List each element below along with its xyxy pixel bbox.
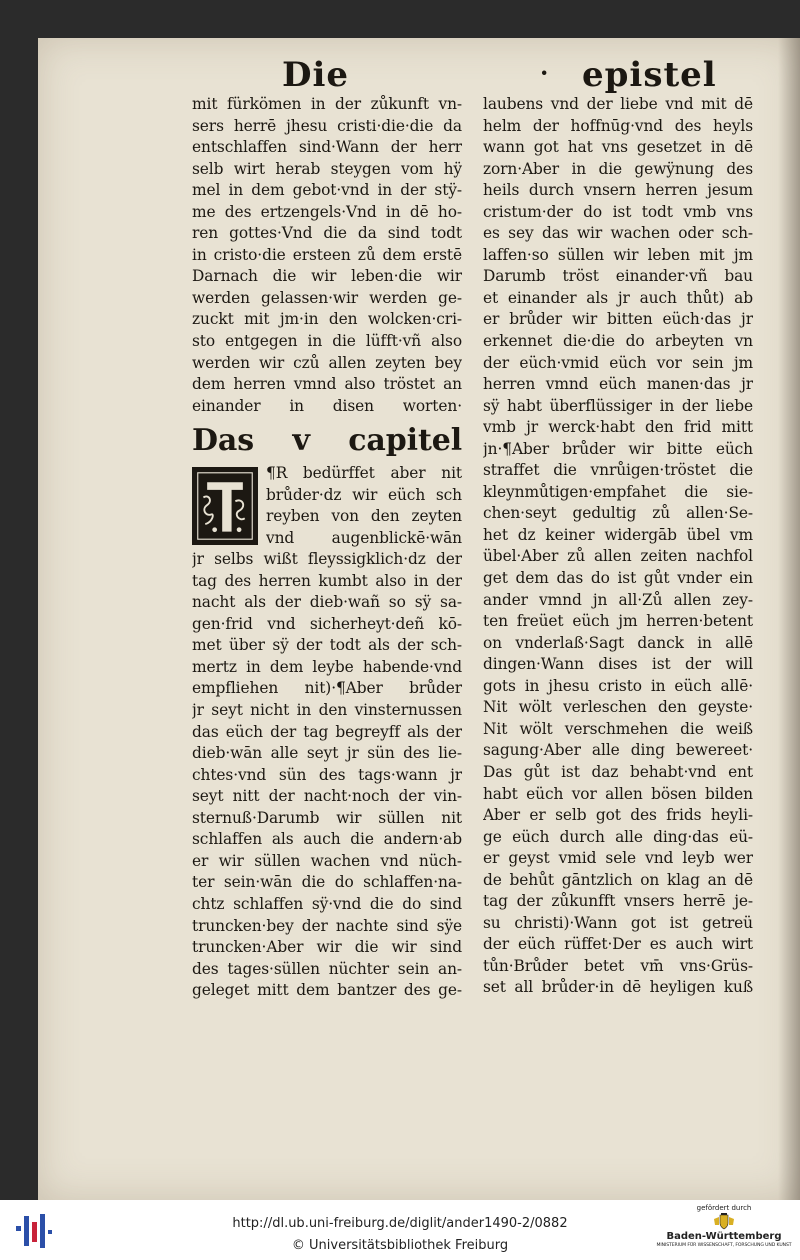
text-line: jn·¶Aber brůder wir bitte eüch	[483, 439, 753, 458]
initial-paragraph	[192, 463, 462, 549]
text-line: de behůt gāntzlich on klag an dē	[483, 870, 753, 889]
text-line: der eüch rüffet·Der es auch wirt	[483, 935, 753, 954]
text-line: ander vmnd jn all·Zů allen zey-	[483, 590, 753, 609]
text-line: er wir süllen wachen vnd nüch-	[192, 851, 462, 870]
text-line: on vnderlaß·Sagt danck in allē	[483, 633, 753, 652]
text-line: get dem das do ist gůt vnder ein	[483, 569, 753, 588]
text-line: des tages·süllen nüchter sein an-	[192, 959, 462, 978]
text-line: mel in dem gebot·vnd in der stÿ-	[192, 181, 462, 200]
text-line: er geyst vmid sele vnd leyb wer	[483, 849, 753, 868]
text-line: truncken·Aber wir die wir sind	[192, 938, 462, 957]
text-line: ge eüch durch alle ding·das eü-	[483, 827, 753, 846]
text-line: chtes·vnd sün des tags·wann jr	[192, 765, 462, 784]
right-text-column	[483, 94, 753, 999]
text-line: helm der hoffnūg·vnd des heyls	[483, 116, 753, 135]
chapter-heading-word: capitel	[348, 423, 462, 459]
page-gutter-shadow	[778, 38, 800, 1200]
text-line: nacht als der dieb·wañ so sÿ sa-	[192, 593, 462, 612]
text-line: sternuß·Darumb wir süllen nit	[192, 808, 462, 827]
text-line: laubens vnd der liebe vnd mit dē	[483, 95, 753, 113]
viewer-footer	[0, 1200, 800, 1260]
text-line: herren vmnd eüch manen·das jr	[483, 375, 753, 394]
chapter-heading-number: v	[292, 423, 310, 459]
text-line: habt eüch vor allen bösen bilden	[483, 784, 753, 803]
text-line: tůn·Brůder betet vm̄ vns·Grüs-	[483, 956, 753, 975]
sponsor-label: gefördert durch	[696, 1204, 752, 1212]
text-line: empfliehen nit)·¶Aber brůder	[192, 679, 462, 698]
left-text-block-before	[192, 94, 462, 417]
text-line: jr selbs wißt fleyssigklich·dz der	[192, 550, 462, 569]
text-line: sÿ habt überflüssiger in der liebe	[483, 396, 753, 415]
text-line: sagung·Aber alle ding bewereet·	[483, 741, 753, 760]
text-line: mit fürkömen in der zůkunft vn-	[192, 95, 462, 113]
initial-text-lines	[266, 463, 462, 549]
text-line: reyben von den zeyten	[266, 507, 462, 526]
text-line: werden gelassen·wir werden ge-	[192, 288, 462, 307]
left-text-block-after	[192, 549, 462, 1001]
text-line: gen·frid vnd sicherheyt·deñ kō-	[192, 614, 462, 633]
text-line: zorn·Aber in die gewÿnung des	[483, 159, 753, 178]
text-line: das eüch der tag begreyff als der	[192, 722, 462, 741]
text-line: vnd augenblickē·wān	[266, 528, 462, 547]
running-head-right: epistel	[582, 55, 717, 95]
chapter-heading-word: Das	[192, 423, 255, 459]
text-line: chen·seyt gedultig zů allen·Se-	[483, 504, 753, 523]
text-line: ter sein·wān die do schlaffen·na-	[192, 873, 462, 892]
document-url-link[interactable]: http://dl.ub.uni-freiburg.de/diglit/ander1490-2/0882	[232, 1216, 568, 1231]
text-line: mertz in dem leybe habende·vnd	[192, 657, 462, 676]
text-line: tag des herren kumbt also in der	[192, 571, 462, 590]
text-line: es sey das wir wachen oder sch-	[483, 224, 753, 243]
text-line: vmb jr werck·habt den frid mitt	[483, 418, 753, 437]
chapter-heading	[192, 421, 462, 461]
running-head-left: Die	[282, 55, 350, 95]
text-line: entschlaffen sind·Wann der herr	[192, 138, 462, 157]
text-line: gots in jhesu cristo in eüch allē·	[483, 676, 753, 695]
text-line: zuckt mit jm·in den wolcken·cri-	[192, 310, 462, 329]
text-line: chtz schlaffen sÿ·vnd die do sind	[192, 894, 462, 913]
right-text-block	[483, 94, 753, 999]
text-line: wann got hat vns gesetzet in dē	[483, 138, 753, 157]
text-line: erkennet die·die do arbeyten vn	[483, 332, 753, 351]
text-line: der eüch·vmid eüch vor sein jm	[483, 353, 753, 372]
text-line: dem herren vmnd also tröstet an	[192, 375, 462, 394]
text-line: selb wirt herab steygen vom hÿ	[192, 159, 462, 178]
text-line: me des ertzengels·Vnd in dē ho-	[192, 202, 462, 221]
text-line: ren gottes·Vnd die da sind todt	[192, 224, 462, 243]
text-line: Aber er selb got des frids heyli-	[483, 806, 753, 825]
text-line: su christi)·Wann got ist getreü	[483, 913, 753, 932]
text-line: straffet die vnrůigen·tröstet die	[483, 461, 753, 480]
text-line: tag der zůkunfft vnsers herrē je-	[483, 892, 753, 911]
text-line: Nit wölt verschmehen die weiß	[483, 719, 753, 738]
text-line: er brůder wir bitten eüch·das jr	[483, 310, 753, 329]
text-line: dingen·Wann dises ist der will	[483, 655, 753, 674]
text-line: ten freüet eüch jm herren·betent	[483, 612, 753, 631]
text-line: brůder·dz wir eüch sch	[266, 485, 462, 504]
sponsor-subtitle: MINISTERIUM FÜR WISSENSCHAFT, FORSCHUNG UND KUNST	[656, 1243, 792, 1248]
decorated-initial-icon	[192, 467, 258, 545]
text-line: Darnach die wir leben·die wir	[192, 267, 462, 286]
text-line: schlaffen als auch die andern·ab	[192, 830, 462, 849]
text-line: einander in disen worten·	[192, 396, 462, 415]
text-line: Nit wölt verleschen den geyste·	[483, 698, 753, 717]
text-line: heils durch vnsern herren jesum	[483, 181, 753, 200]
text-line: Darumb tröst einander·vñ bau	[483, 267, 753, 286]
text-line: laffen·so süllen wir leben mit jm	[483, 245, 753, 264]
sponsor-name: Baden-Württemberg	[666, 1231, 782, 1242]
text-line: werden wir czů allen zeyten bey	[192, 353, 462, 372]
text-line: geleget mitt dem bantzer des ge-	[192, 981, 462, 1000]
text-line: cristum·der do ist todt vmb vns	[483, 202, 753, 221]
text-line: Das gůt ist daz behabt·vnd ent	[483, 762, 753, 781]
text-line: in cristo·die ersteen zů dem erstē	[192, 245, 462, 264]
text-line: ¶R bedürffet aber nit	[266, 464, 462, 483]
text-line: set all brůder·in dē heyligen kuß	[483, 978, 753, 997]
text-line: sto entgegen in die lüfft·vñ also	[192, 332, 462, 351]
text-line: seyt nitt der nacht·noch der vin-	[192, 787, 462, 806]
text-line: truncken·bey der nachte sind sÿe	[192, 916, 462, 935]
copyright-notice: © Universitätsbibliothek Freiburg	[291, 1238, 509, 1253]
text-line: et einander als jr auch thůt) ab	[483, 288, 753, 307]
text-line: met über sÿ der todt als der sch-	[192, 636, 462, 655]
text-line: kleynmůtigen·empfahet die sie-	[483, 482, 753, 501]
left-text-column	[192, 94, 462, 1002]
sponsor-block	[654, 1204, 794, 1258]
text-line: sers herrē jhesu cristi·die·die da	[192, 116, 462, 135]
running-head-separator: ·	[540, 58, 549, 87]
text-line: jr seyt nicht in den vinsternussen	[192, 701, 462, 720]
state-coat-of-arms-icon	[711, 1213, 737, 1231]
text-line: übel·Aber zů allen zeiten nachfol	[483, 547, 753, 566]
text-line: dieb·wān alle seyt jr sün des lie-	[192, 744, 462, 763]
text-line: het dz keiner widergāb übel vm	[483, 525, 753, 544]
